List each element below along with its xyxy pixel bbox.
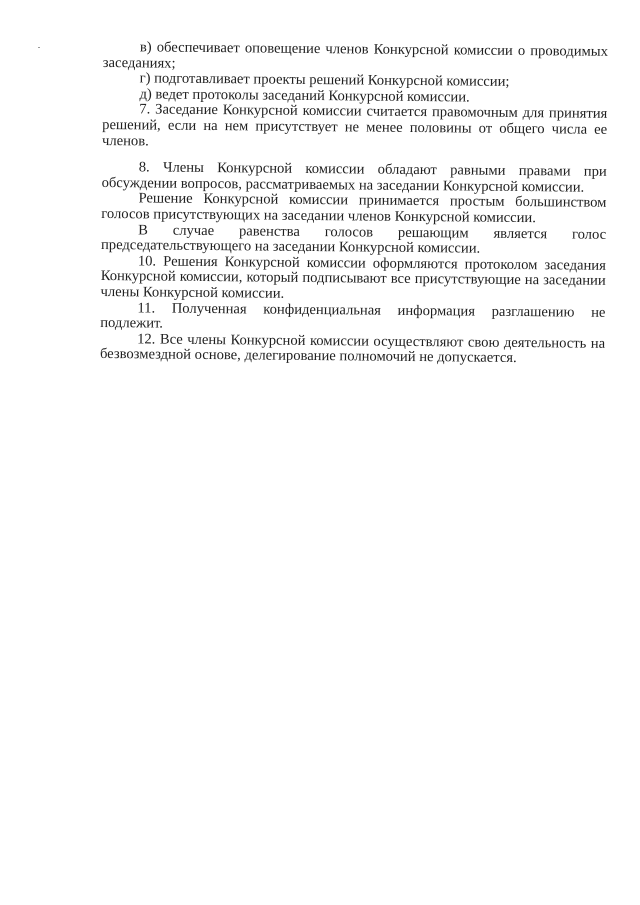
paragraph-clause-8: 8. Члены Конкурсной комиссии обладают равными правами при обсуждении вопросов, рассматриваемых на заседании Конкурсной комиссии.	[101, 159, 607, 196]
paragraph-item-d: д) ведет протоколы заседаний Конкурсной комиссии.	[139, 86, 470, 106]
paragraph-clause-11: 11. Полученная конфиденциальная информация разглашению не подлежит.	[100, 299, 606, 332]
paragraph-decision: Решение Конкурсной комиссии принимается простым большинством голосов присутствующих на заседании членов Конкурсной комиссии.	[101, 190, 607, 227]
paragraph-clause-7: 7. Заседание Конкурсной комиссии считается правомочным для принятия решений, если на нем присутствует не менее половины от общего числа ее членов.	[101, 101, 608, 150]
paragraph-item-g: г) подготавливает проекты решений Конкурсной комиссии;	[139, 70, 510, 91]
paragraph-tie-vote: В случае равенства голосов решающим является голос председательствующего на заседании Конкурсной комиссии.	[100, 221, 607, 257]
paragraph-clause-12: 12. Все члены Конкурсной комиссии осуществляют свою деятельность на безвозмездной основе, делегирование полномочий не допускается.	[99, 331, 606, 367]
paragraph-clause-10: 10. Решения Конкурсной комиссии оформляются протоколом заседания Конкурсной комиссии, который подписывают все присутствующие на заседании члены Конкурсной комиссии.	[100, 253, 606, 302]
document-body	[100, 40, 608, 368]
scan-speck	[38, 47, 40, 48]
paragraph-item-v: в) обеспечивает оповещение членов Конкурсной комиссии о проводимых заседаниях;	[102, 39, 608, 72]
